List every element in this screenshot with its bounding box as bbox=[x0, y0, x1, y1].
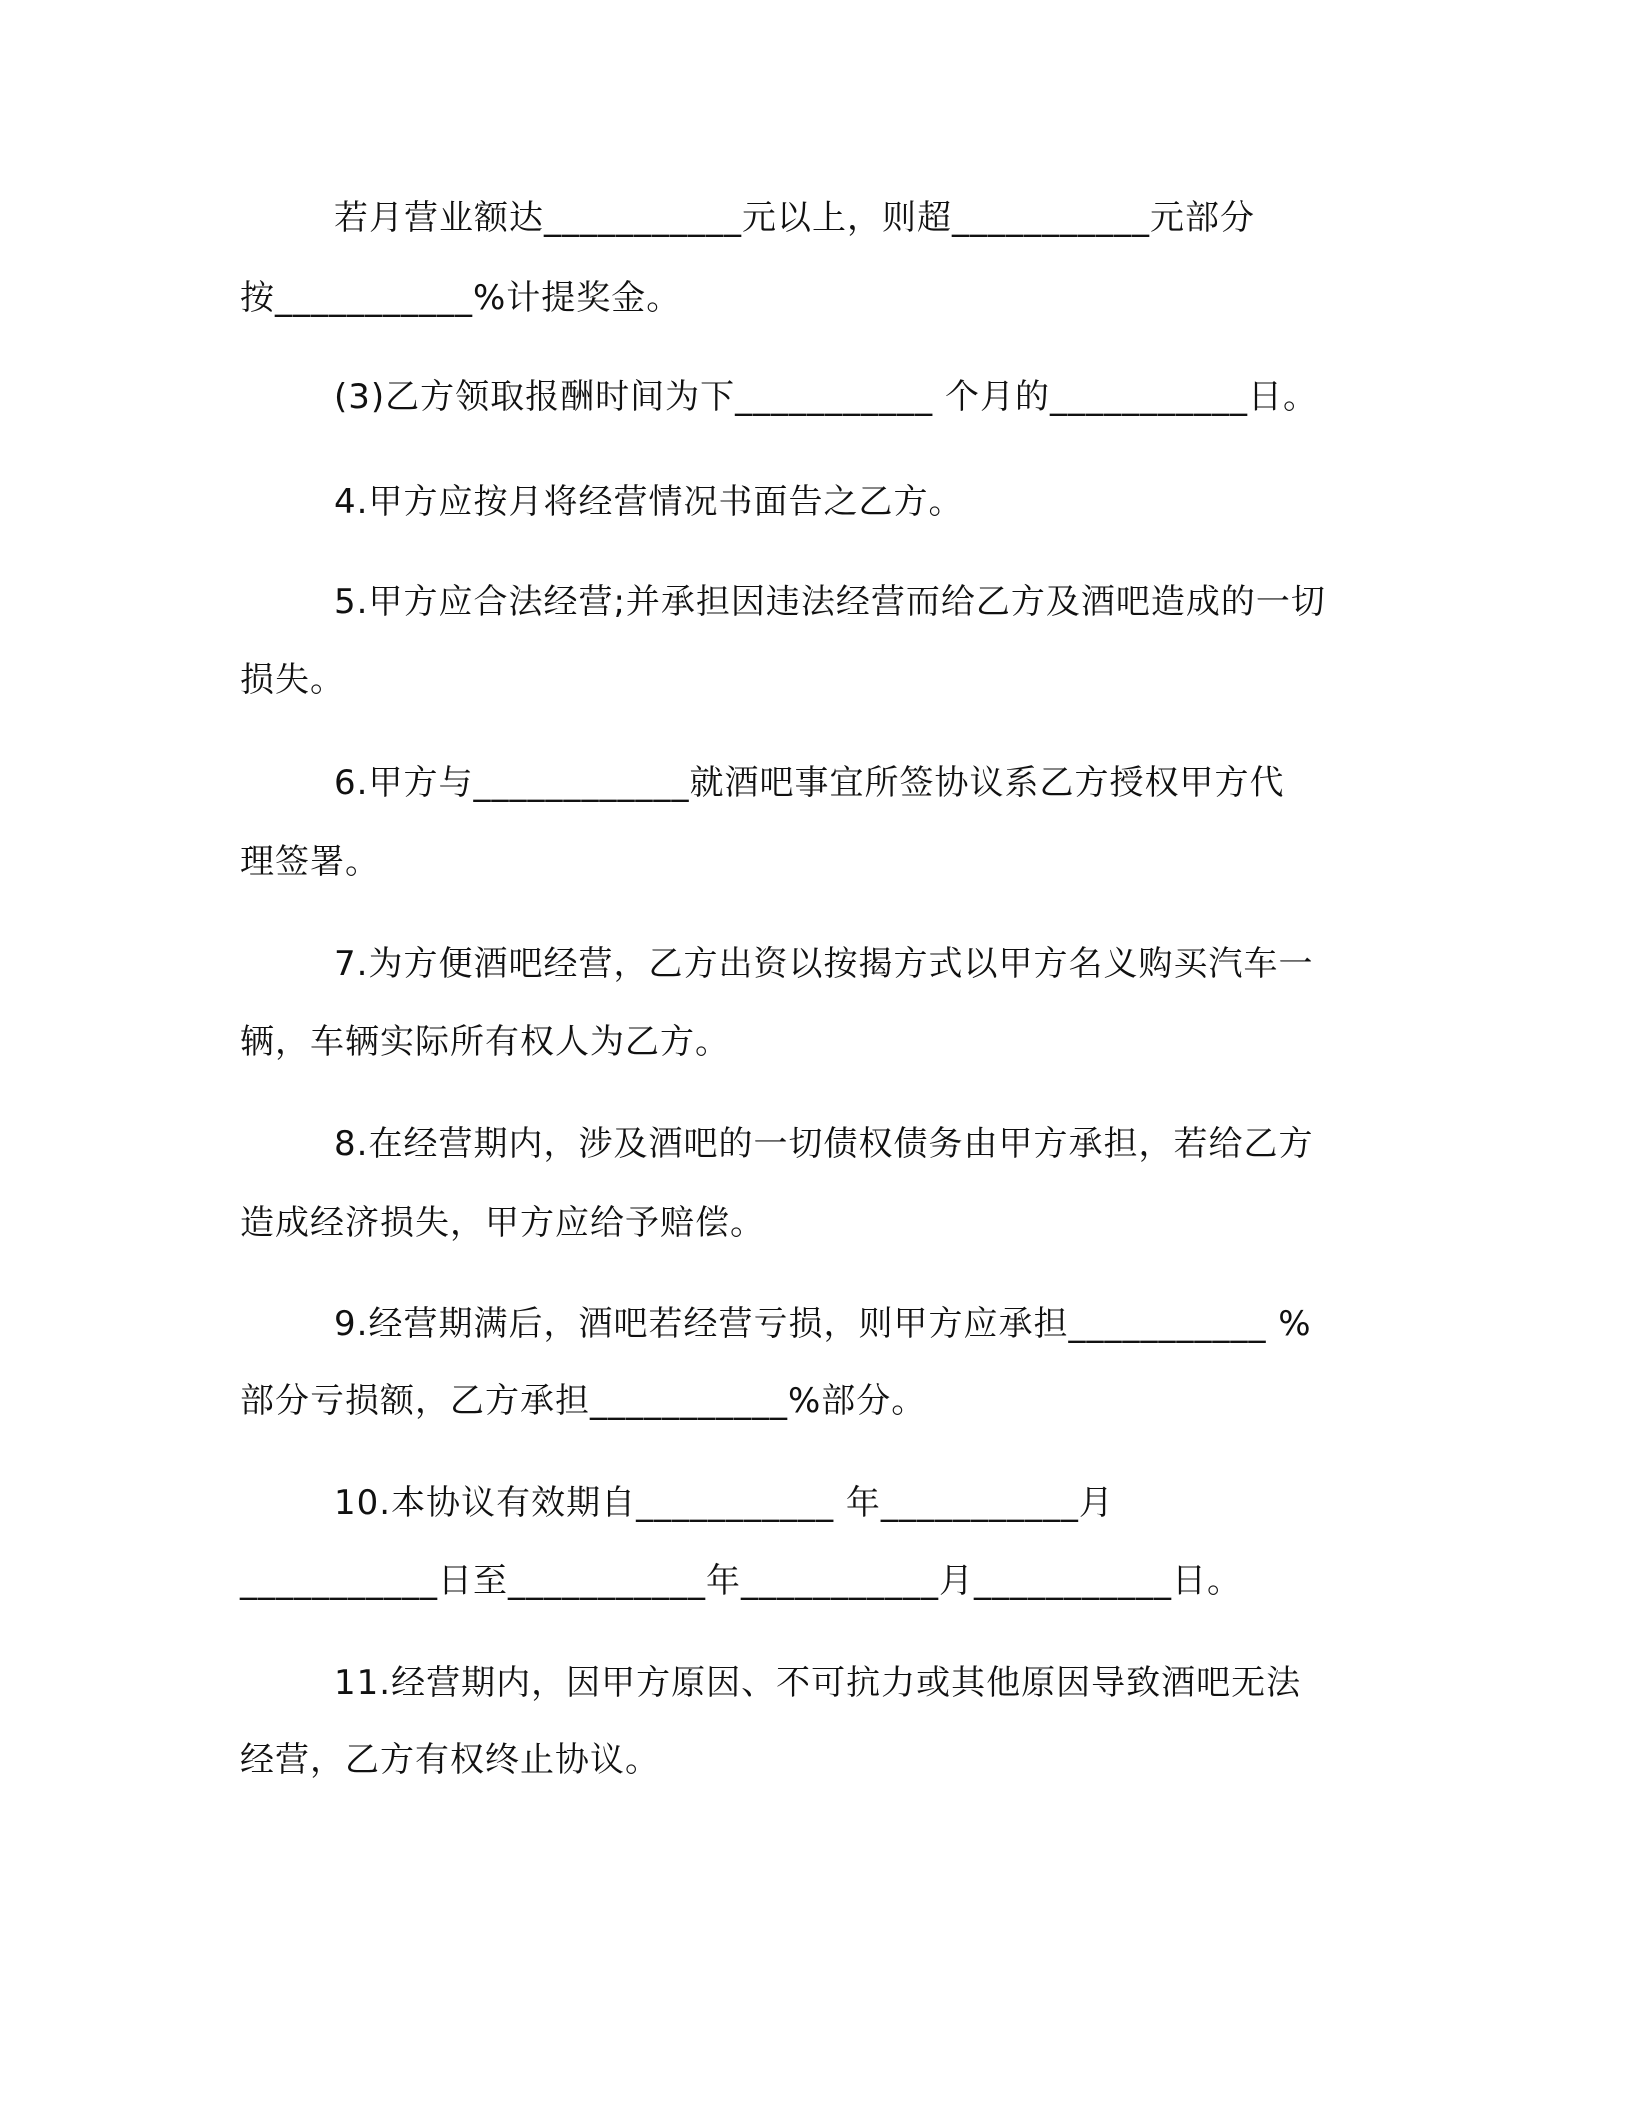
paragraph-7-line-1: 7.为方便酒吧经营，乙方出资以按揭方式以甲方名义购买汽车一 bbox=[334, 944, 1314, 984]
paragraph-8-line-2: 造成经济损失，甲方应给予赔偿。 bbox=[240, 1203, 765, 1243]
paragraph-3-line-1: (3)乙方领取报酬时间为下___________ 个月的___________日。 bbox=[334, 377, 1318, 417]
paragraph-10-line-1: 10.本协议有效期自___________ 年___________月 bbox=[334, 1483, 1114, 1523]
paragraph-5-line-1: 5.甲方应合法经营;并承担因违法经营而给乙方及酒吧造成的一切 bbox=[334, 582, 1326, 622]
paragraph-11-line-1: 11.经营期内，因甲方原因、不可抗力或其他原因导致酒吧无法 bbox=[334, 1663, 1302, 1703]
paragraph-6-line-1: 6.甲方与____________就酒吧事宜所签协议系乙方授权甲方代 bbox=[334, 763, 1285, 803]
paragraph-7-line-2: 辆，车辆实际所有权人为乙方。 bbox=[240, 1022, 730, 1062]
paragraph-11-line-2: 经营，乙方有权终止协议。 bbox=[240, 1740, 660, 1780]
paragraph-8-line-1: 8.在经营期内，涉及酒吧的一切债权债务由甲方承担，若给乙方 bbox=[334, 1124, 1314, 1164]
paragraph-bonus-line-1: 若月营业额达___________元以上，则超___________元部分 bbox=[334, 198, 1255, 238]
paragraph-9-line-1: 9.经营期满后，酒吧若经营亏损，则甲方应承担___________ % bbox=[334, 1304, 1312, 1344]
paragraph-5-line-2: 损失。 bbox=[240, 660, 345, 700]
paragraph-4-line-1: 4.甲方应按月将经营情况书面告之乙方。 bbox=[334, 482, 964, 522]
paragraph-9-line-2: 部分亏损额，乙方承担___________%部分。 bbox=[240, 1381, 927, 1421]
paragraph-6-line-2: 理签署。 bbox=[240, 842, 380, 882]
paragraph-bonus-line-2: 按___________%计提奖金。 bbox=[240, 278, 682, 318]
paragraph-10-line-2: ___________日至___________年___________月___________日。 bbox=[240, 1561, 1242, 1601]
